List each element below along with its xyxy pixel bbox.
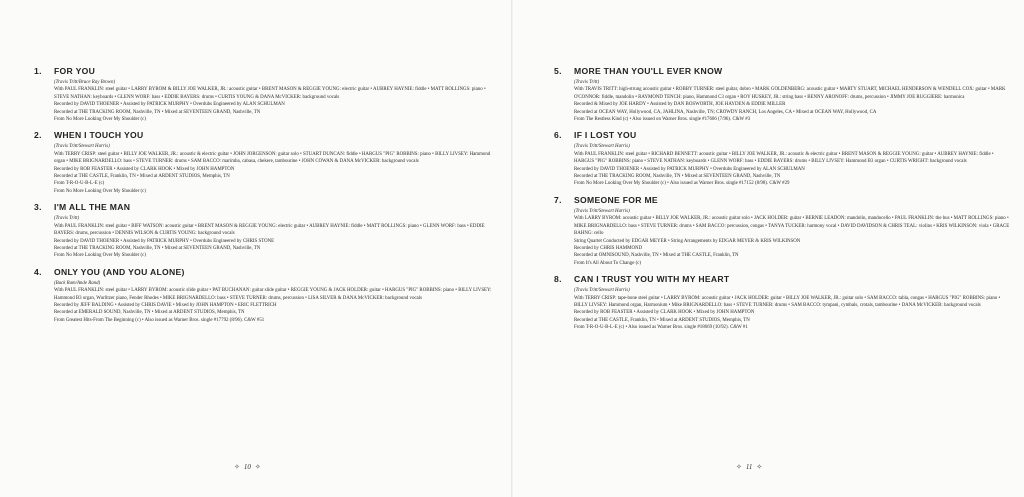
track-8 — [554, 274, 1010, 331]
track-credits: (Travis Tritt) With TRAVIS TRITT: high-strung acoustic guitar • ROBBY TURNER: steel guitar, dobro • MARK GOLDENBERG: acoustic guitar • MARTY STUART, MICHAEL HENDERSON & WENDELL COX: guitar • MARK O'CONNOR: fiddle, mandolin • RAYMOND TENCH: piano, Hammond C3 organ • ROY HUSKEY, JR.: string bass • BENNY ARONOFF: drums, percussion • JIMMY JOE RUGGIERE: harmonica Recorded & Mixed by JOE HARDY • Assisted by DAN BOSWORTH, JOE HAYDEN & EDDIE MILLER Recorded at OCEAN WAY, Hollywood, CA, JAHLINA, Nashville, TN; CROWDY RANCH, Los Angeles, CA • Mixed at OCEAN WAY, Hollywood, CA From The Restless Kind (c) • Also issued on Warner Bros. single #17606 (7/96). C&W #3 — [574, 80, 1006, 123]
track-credits: (Travis Tritt) With PAUL FRANKLIN: steel guitar • BIFF WATSON: acoustic guitar • BRENT MASON & REGGIE YOUNG: electric guitar • AUBREY HAYNIE: fiddle • MATT ROLLINGS: piano • GLENN WORF: bass • EDDIE BAYERS: drums, percussion • DENNIS WILSON & CURTIS YOUNG: background vocals Recorded by DAVID THOENER • Assisted by PATRICK MURPHY • Overdubs Engineered by CHRIS STONE Recorded at THE TRACKING ROOM, Nashville, TN • Mixed at SEVENTEEN GRAND, Nashville, TN From No More Looking Over My Shoulder (c) — [54, 216, 485, 259]
track-title: 7. SOMEONE FOR ME — [554, 194, 658, 205]
page-number-right: ✧ 11 ✧ — [736, 463, 763, 471]
track-title: 5. MORE THAN YOU'LL EVER KNOW — [554, 66, 723, 76]
track-7 — [554, 195, 1010, 267]
ornament-icon: ✧ — [254, 463, 261, 471]
ornament-icon: ✧ — [756, 463, 763, 471]
track-1 — [34, 66, 496, 123]
track-title: 8. CAN I TRUST YOU WITH MY HEART — [554, 274, 730, 285]
track-credits: (Travis Tritt/Bruce Ray Brown) With PAUL FRANKLIN: steel guitar • LARRY BYROM & BILLY JOE WALKER, JR.: acoustic guitar • BRENT MASON & REGGIE YOUNG: electric guitar • AUBREY HAYNIE: fiddle • MATT ROLLINGS: piano • STEVE NATHAN: keyboards • GLENN WORF: bass • EDDIE BAYERS: drums • CURTIS YOUNG & DANA McVICKER: background vocals Recorded by DAVID THOENER • Assisted by PATRICK MURPHY • Overdubs Engineered by ALAN SCHULMAN Recorded at THE TRACKING ROOM, Nashville, TN • Mixed at SEVENTEEN GRAND, Nashville, TN From No More Looking Over My Shoulder (c) — [54, 80, 486, 123]
track-credits: (Travis Tritt/Stewart Harris) With PAUL FRANKLIN: steel guitar • RICHARD BENNETT: acoustic guitar • BILLY JOE WALKER, JR.: acoustic & electric guitar • BRENT MASON & REGGIE YOUNG: guitar • AUBREY HAYNIE: fiddle • HARGUS "PIG" ROBBINS: piano • STEVE NATHAN: keyboards • GLENN WORF: bass • EDDIE BAYERS: drums • BILLY LIVSEY: Hammond B3 organ • CURTIS WRIGHT: background vocals Recorded by DAVID THOENER • Assisted by PATRICK MURPHY • Overdubs Engineered by ALAN SCHULMAN Recorded at THE TRACKING ROOM, Nashville, TN • Mixed at SEVENTEEN GRAND, Nashville, TN From No More Looking Over My Shoulder (c) • Also issued as Warner Bros. single #17152 (8/98). C&W #29 — [574, 144, 994, 187]
track-6 — [554, 130, 1010, 187]
track-credits: (Travis Tritt/Stewart Harris) With TERRY CRISP: steel guitar • BILLY JOE WALKER, JR.: acoustic & electric guitar • JOHN JORGENSON: guitar solo • STUART DUNCAN: fiddle • HARGUS "PIG" ROBBINS: piano • BILLY LIVSEY: Hammond organ • MIKE BRIGNARDELLO: bass • STEVE TURNER: drums • SAM BACCO: marimba, cabasa, chekere, tambourine • JOHN COWAN & DANA McVICKER: background vocals Recorded by ROB FEASTER • Assisted by CLARK HOOK • Mixed by JOHN HAMPTON Recorded at THE CASTLE, Franklin, TN • Mixed at ARDENT STUDIOS, Memphis, TN From T-R-O-U-B-L-E (c) From No More Looking Over My Shoulder (c) — [54, 144, 491, 194]
track-title: 4. ONLY YOU (AND YOU ALONE) — [34, 266, 185, 277]
track-credits: (Travis Tritt/Stewart Harris) With TERRY CRISP: tape-bone steel guitar • LARRY BYROM: acoustic guitar • JACK HOLDER: guitar • BILLY JOE WALKER, JR.: guitar solo • SAM BACCO: tabla, congas • HARGUS "PIG" ROBBINS: piano • BILLY LIVSEY: Hammond organ, Harmonium • Mike BRIGNARDELLO: bass • STEVE TURNER: drums • SAM BACCO: tympani, cymbals, crotals, tambourine • DANA McVICKER: background vocals Recorded by ROB FEASTER • Assisted by CLARK HOOK • Mixed by JOHN HAMPTON Recorded at THE CASTLE, Franklin, TN • Mixed at ARDENT STUDIOS, Memphis, TN From T-R-O-U-B-L-E (c) • Also issued as Warner Bros. single #18669 (10/92). C&W #1 — [574, 288, 1001, 331]
right-page — [512, 0, 1024, 497]
track-credits: (Buck Ram/Ande Rand) With PAUL FRANKLIN: steel guitar • LARRY BYROM: acoustic slide guitar • PAT BUCHANAN: guitar slide guitar • REGGIE YOUNG & JACK HOLDER: guitar • HARGUS "PIG" ROBBINS: piano • BILLY LIVSEY: Hammond B3 organ, Wurlitzer piano, Fender Rhodes • MIKE BRIGNARDELLO: bass • STEVE TURNER: drums, percussion • LISA SILVER & DANA McVICKER: background vocals Recorded by JEFF BALDING • Assisted by CHRIS DAVIE • Mixed by JOHN HAMPTON • ERIC FLETTRICH Recorded at EMERALD SOUND, Nashville, TN • Mixed at ARDENT STUDIOS, Memphis, TN From Greatest Hits-From The Beginning (c) • Also issued as Warner Bros. single #17792 (8/96). C&W #51 — [54, 280, 492, 323]
track-title: 1. FOR YOU — [34, 66, 96, 76]
track-title: 2. WHEN I TOUCH YOU — [34, 130, 144, 141]
track-title: 3. I'M ALL THE MAN — [34, 202, 131, 213]
ornament-icon: ✧ — [736, 463, 742, 471]
track-2 — [34, 130, 496, 195]
track-5 — [554, 66, 1010, 123]
ornament-icon: ✧ — [234, 463, 240, 471]
track-3 — [34, 202, 496, 259]
page-number-left: ✧ 10 ✧ — [234, 463, 261, 471]
track-credits: (Travis Tritt/Stewart Harris) With LARRY BYROM: acoustic guitar • BILLY JOE WALKER, JR.: acoustic guitar solo • JACK HOLDER: guitar • BERNIE LEADON: mandolin, mandocello • PAUL FRANKLIN: the bus • MATT ROLLINGS: piano • MIKE BRIGNARDELLO: bass • STEVE TURNER: drums • SAM BACCO: percussion, congas • TANYA TUCKER: harmony vocal • DAVID DAVIDSON & CHRIS TEAL: violins • KRIS WILKINSON: viola • GRACE BAHNG: cello String Quartet Conducted by EDGAR MEYER • String Arrangements by EDGAR MEYER & KRIS WILKINSON Recorded by CHRIS HAMMOND Recorded at OMNISOUND, Nashville, TN • Mixed at THE CASTLE, Franklin, TN From It's All About To Change (c) — [574, 208, 1010, 266]
track-title: 6. IF I LOST YOU — [554, 130, 637, 141]
track-4 — [34, 267, 496, 324]
